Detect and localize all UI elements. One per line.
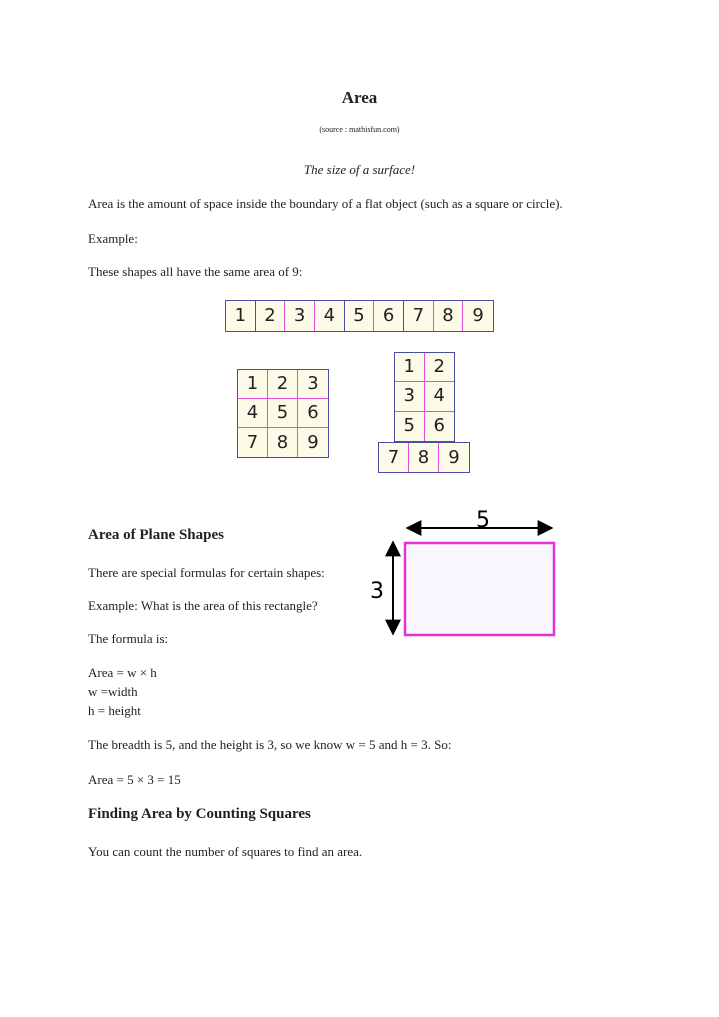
- formula-line: Area = w × h: [88, 665, 157, 680]
- example-label: Example:: [88, 231, 138, 246]
- number-tower-grid: [394, 352, 455, 442]
- grid-cell: 3: [395, 382, 425, 411]
- tagline: The size of a surface!: [303, 162, 416, 177]
- intro-paragraph: Area is the amount of space inside the boundary of a flat object (such as a square or circle).: [88, 196, 563, 211]
- grid-cell: 6: [298, 399, 328, 428]
- grid-cell: 5: [345, 301, 375, 331]
- grid-cell: 1: [238, 370, 268, 399]
- grid-cell: 4: [425, 382, 455, 411]
- example-question: Example: What is the area of this rectangle?: [88, 598, 318, 613]
- height-label: 3: [370, 579, 384, 604]
- grid-cell: 3: [285, 301, 315, 331]
- section-heading-plane-shapes: Area of Plane Shapes: [88, 527, 224, 543]
- grid-cell: 1: [395, 353, 425, 382]
- grid-cell: 2: [256, 301, 286, 331]
- grid-cell: 9: [439, 443, 469, 472]
- width-label: 5: [476, 508, 490, 533]
- formula-intro: The formula is:: [88, 631, 169, 646]
- number-base-grid: [378, 442, 470, 473]
- source-credit: (source : mathisfun.com): [319, 125, 400, 134]
- special-formulas-text: There are special formulas for certain shapes:: [88, 565, 325, 580]
- grid-cell: 6: [374, 301, 404, 331]
- grid-cell: 5: [268, 399, 298, 428]
- grid-cell: 7: [404, 301, 434, 331]
- area-result: Area = 5 × 3 = 15: [88, 772, 181, 787]
- grid-cell: 7: [238, 428, 268, 457]
- grid-cell: 4: [238, 399, 268, 428]
- grid-cell: 4: [315, 301, 345, 331]
- number-row-grid: [225, 300, 494, 332]
- rectangle-diagram: [360, 505, 565, 645]
- rectangle-shape: [405, 543, 554, 635]
- grid-cell: 2: [425, 353, 455, 382]
- grid-cell: 8: [268, 428, 298, 457]
- grid-cell: 8: [409, 443, 439, 472]
- grid-cell: 5: [395, 412, 425, 441]
- number-square-grid: [237, 369, 329, 458]
- grid-cell: 1: [226, 301, 256, 331]
- section-heading-counting-squares: Finding Area by Counting Squares: [88, 806, 311, 822]
- grid-cell: 6: [425, 412, 455, 441]
- height-definition: h = height: [88, 703, 141, 718]
- page-title: Area: [341, 88, 378, 107]
- breadth-text: The breadth is 5, and the height is 3, so we know w = 5 and h = 3. So:: [88, 737, 452, 752]
- counting-squares-text: You can count the number of squares to find an area.: [88, 844, 363, 859]
- grid-cell: 7: [379, 443, 409, 472]
- grid-cell: 9: [298, 428, 328, 457]
- grid-cell: 8: [434, 301, 464, 331]
- width-definition: w =width: [88, 684, 138, 699]
- same-area-text: These shapes all have the same area of 9:: [88, 264, 303, 279]
- grid-cell: 9: [463, 301, 493, 331]
- grid-cell: 2: [268, 370, 298, 399]
- grid-cell: 3: [298, 370, 328, 399]
